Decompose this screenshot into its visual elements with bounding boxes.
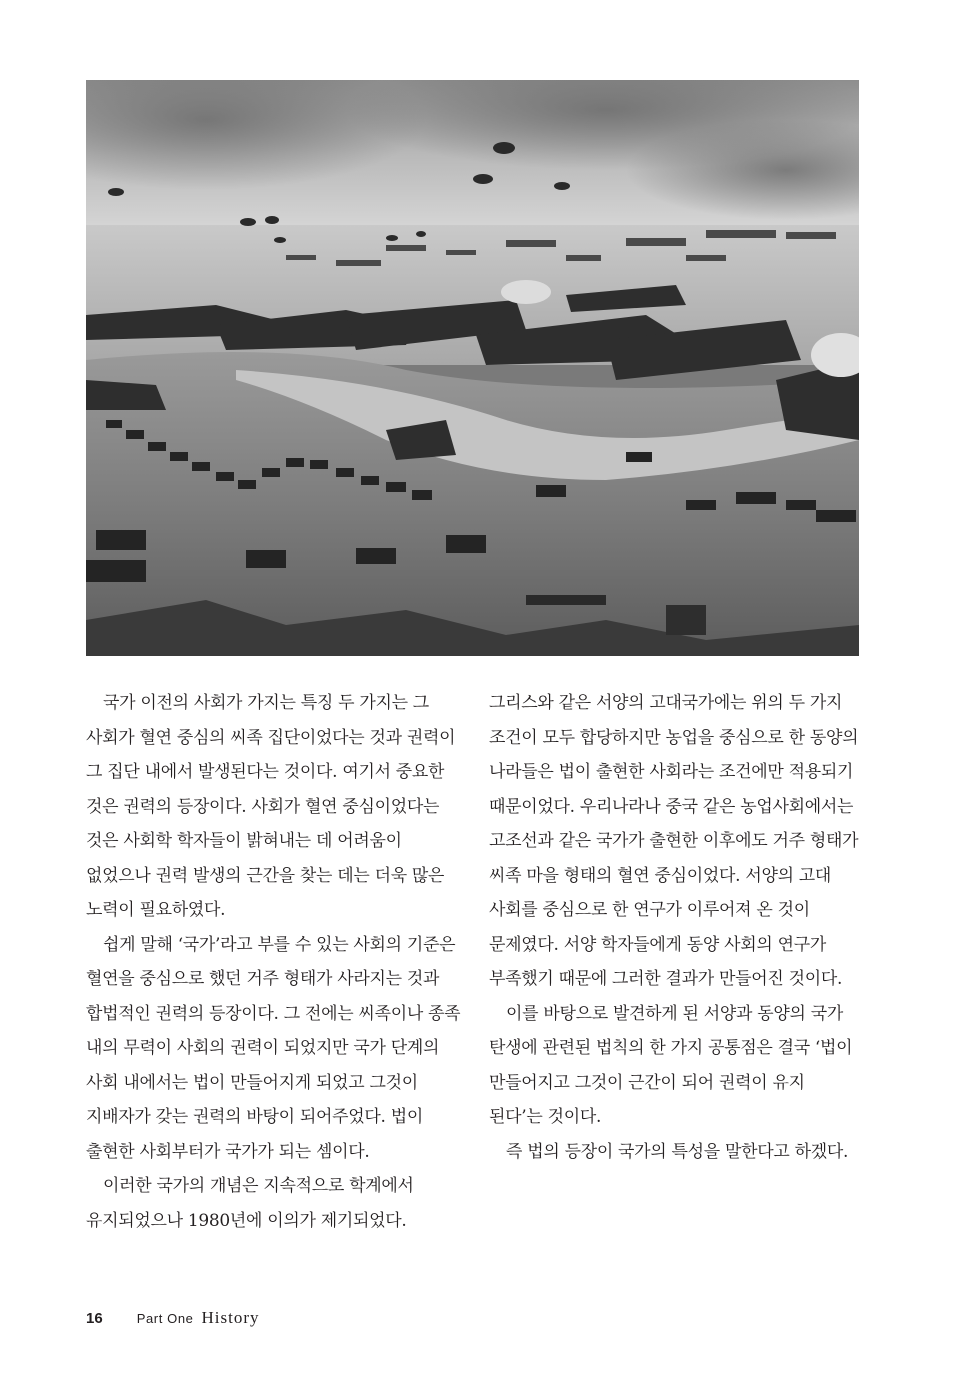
- page-number: 16: [86, 1310, 103, 1327]
- paragraph: 이를 바탕으로 발견하게 된 서양과 동양의 국가 탄생에 관련된 법칙의 한 가지 공통점은 결국 ‘법이 만들어지고 그것이 근간이 되어 권력이 유지 된다’는 것이다.: [489, 1003, 853, 1127]
- section-label: History: [201, 1308, 260, 1327]
- page-footer: [86, 1308, 260, 1332]
- paragraph: 이러한 국가의 개념은 지속적으로 학계에서 유지되었으나 1980년에 이의가 제기되었다.: [86, 1176, 414, 1231]
- paragraph: 그리스와 같은 서양의 고대국가에는 위의 두 가지 조건이 모두 합당하지만 농업을 중심으로 한 동양의 나라들은 법이 출현한 사회라는 조건에만 적용되기 때문이었다. 우리나라나 중국 같은 농업사회에서는 고조선과 같은 국가가 출현한 이후에도 거주 형태가 씨족 마을 형태의 혈연 중심이었다. 서양의 고대 사회를 중심으로 한 연구가 이루어져 온 것이 문제였다. 서양 학자들에게 동양 사회의 연구가 부족했기 때문에 그러한 결과가 만들어진 것이다.: [489, 693, 859, 989]
- historical-photo: [86, 80, 859, 656]
- beach-landing-photo: [86, 80, 859, 656]
- right-column: [489, 686, 861, 1169]
- paragraph: 즉 법의 등장이 국가의 특성을 말한다고 하겠다.: [506, 1141, 849, 1162]
- paragraph: 쉽게 말해 ‘국가’라고 부를 수 있는 사회의 기준은 혈연을 중심으로 했던 거주 형태가 사라지는 것과 합법적인 권력의 등장이다. 그 전에는 씨족이나 종족 내의 무력이 사회의 권력이 되었지만 국가 단계의 사회 내에서는 법이 만들어지게 되었고 그것이 지배자가 갖는 권력의 바탕이 되어주었다. 법이 출현한 사회부터가 국가가 되는 셈이다.: [86, 934, 461, 1162]
- paragraph: 국가 이전의 사회가 가지는 특징 두 가지는 그 사회가 혈연 중심의 씨족 집단이었다는 것과 권력이 그 집단 내에서 발생된다는 것이다. 여기서 중요한 것은 권력의 등장이다. 사회가 혈연 중심이었다는 것은 사회학 학자들이 밝혀내는 데 어려움이 없었으나 권력 발생의 근간을 찾는 데는 더욱 많은 노력이 필요하였다.: [86, 693, 456, 920]
- part-label: Part One: [136, 1311, 194, 1326]
- left-column: [86, 686, 464, 1238]
